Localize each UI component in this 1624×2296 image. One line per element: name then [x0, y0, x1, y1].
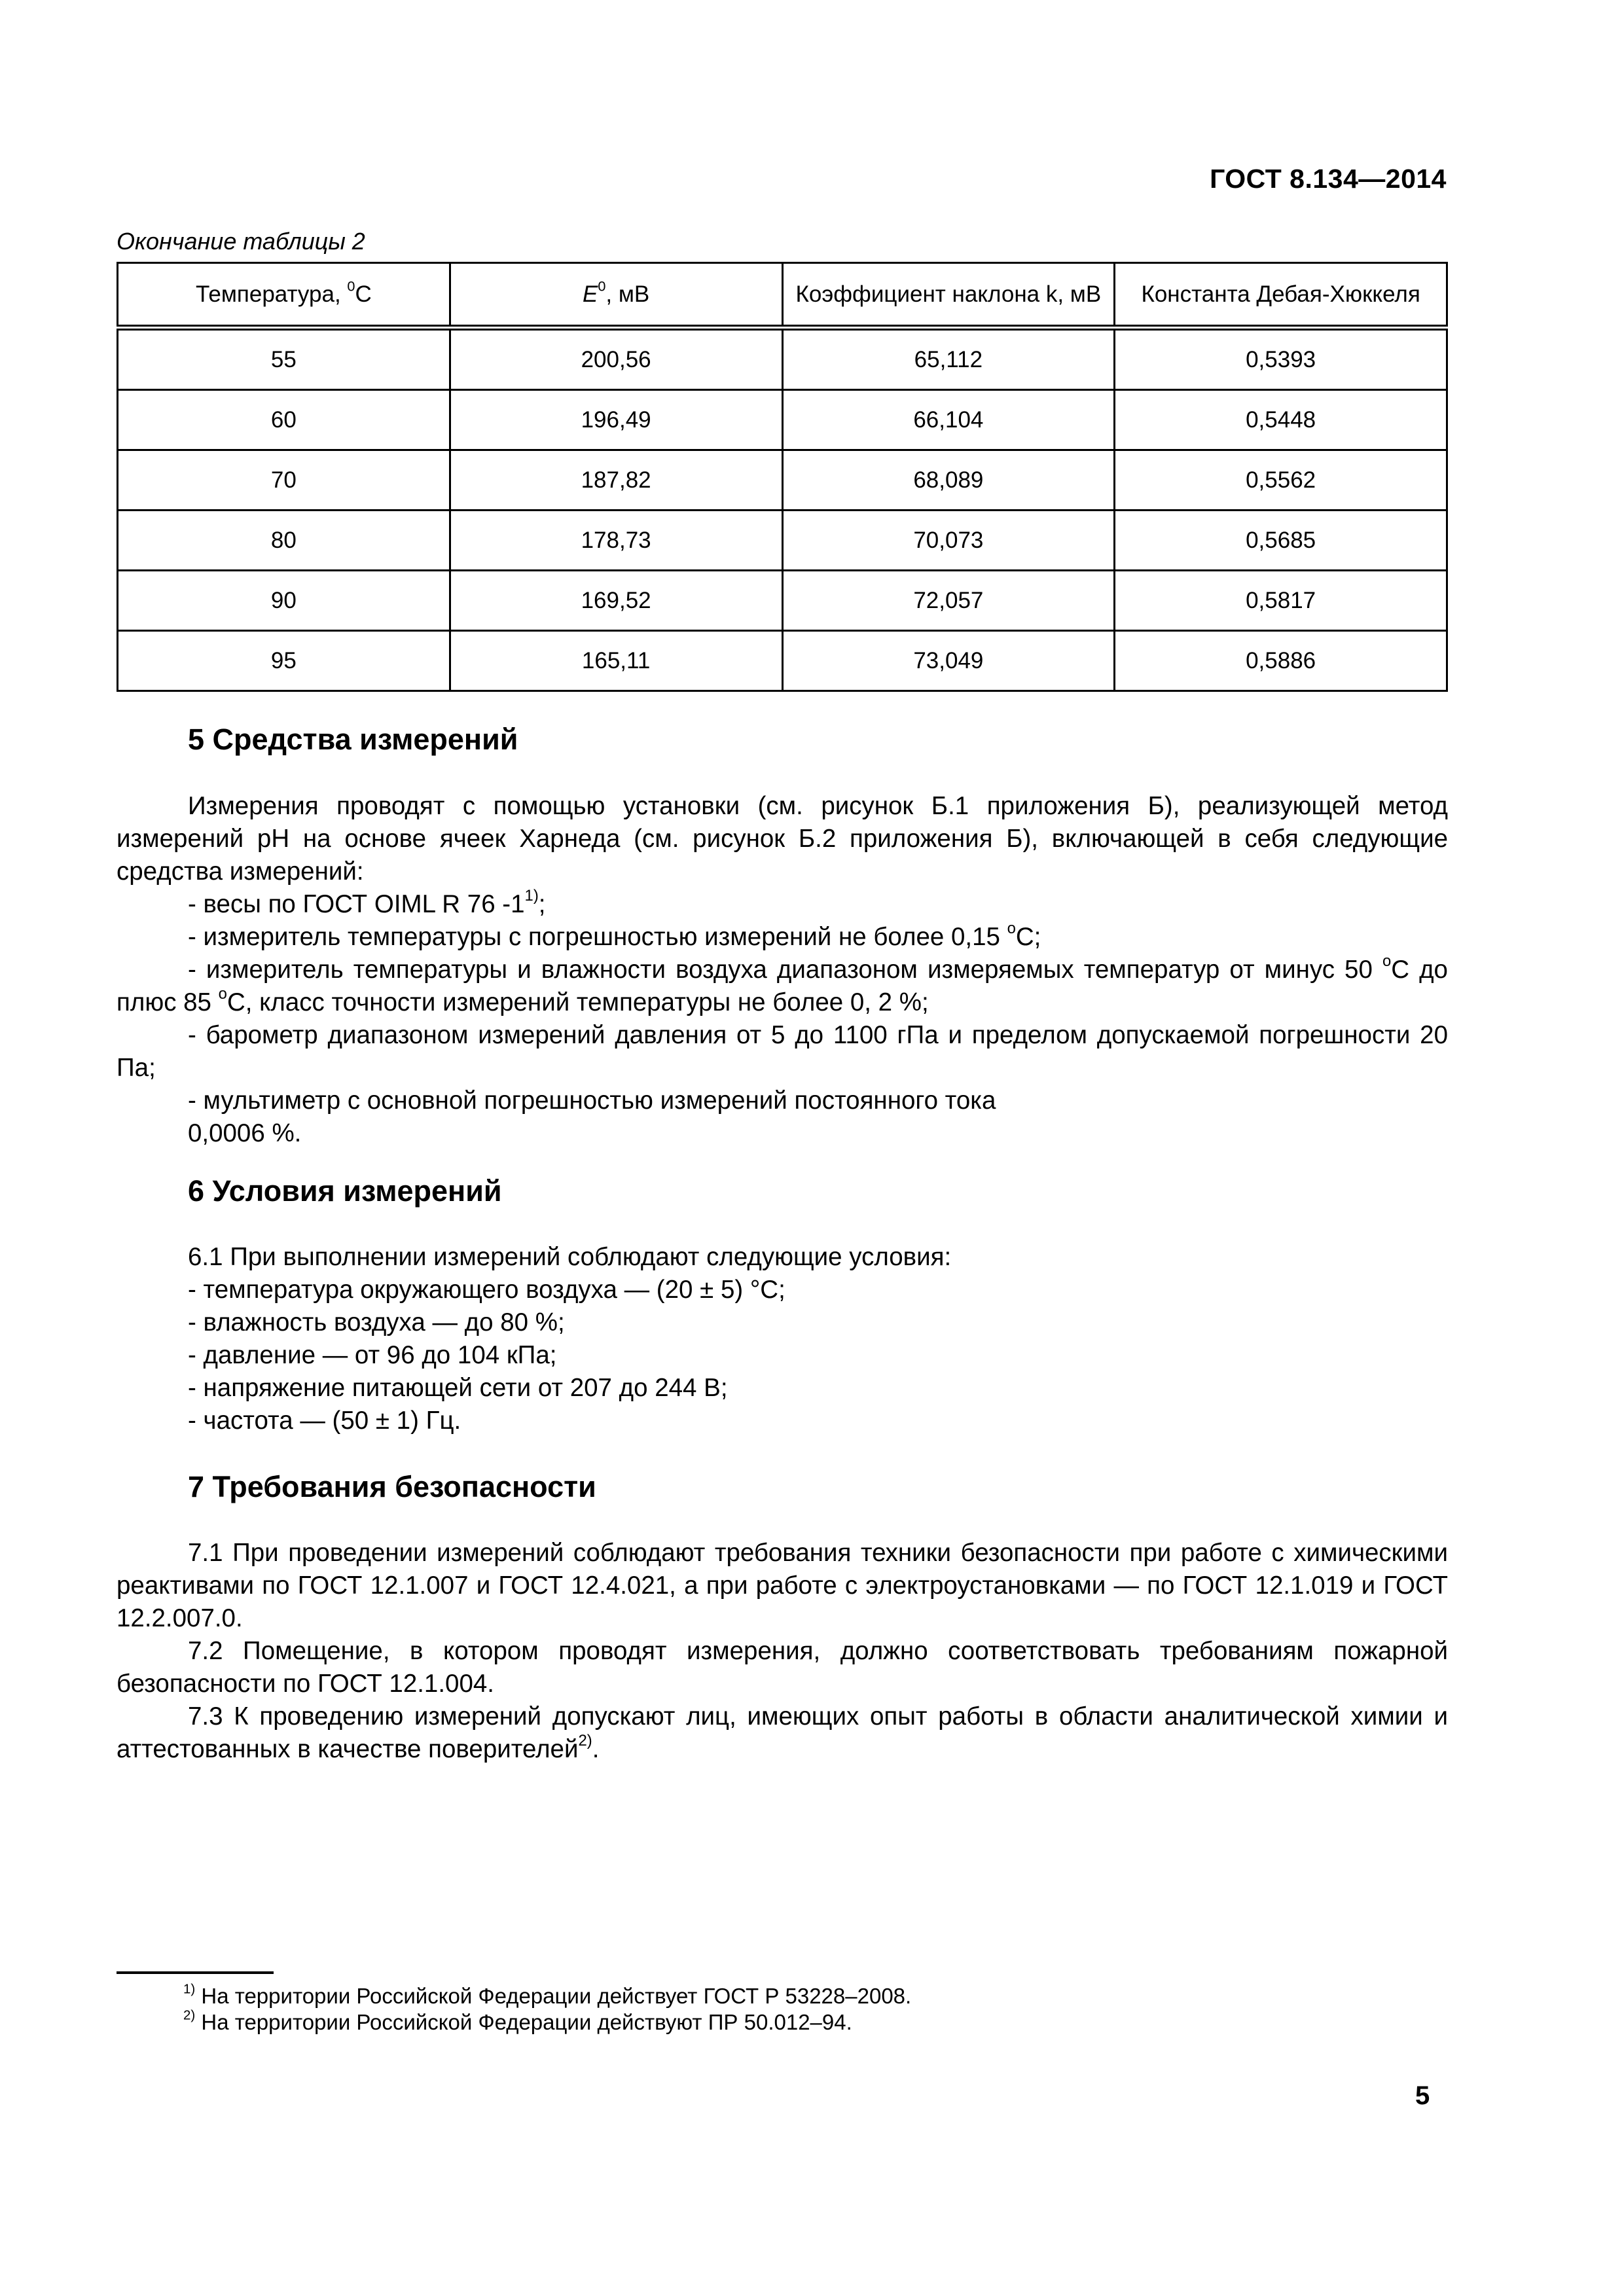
item-text: С, класс точности измерений температуры не более 0, 2 %; [226, 988, 929, 1016]
condition-item: - температура окружающего воздуха — (20 ± 5) °С; [188, 1276, 785, 1304]
cell-e0: 196,49 [450, 390, 782, 450]
item-text: - измеритель температуры с погрешностью измерений не более 0,15 [188, 923, 1007, 951]
footnote [183, 2009, 911, 2036]
cell-slope: 70,073 [782, 511, 1115, 571]
cell-e0: 178,73 [450, 511, 782, 571]
header-symbol: E [582, 281, 598, 307]
cell-temperature: 70 [118, 450, 450, 511]
table-row [118, 450, 1447, 511]
degree-sup: о [218, 985, 227, 1003]
cell-e0: 200,56 [450, 328, 782, 390]
table-header-row [118, 263, 1447, 328]
cell-slope: 72,057 [782, 571, 1115, 631]
cell-slope: 66,104 [782, 390, 1115, 450]
paragraph-7-2: 7.2 Помещение, в котором проводят измерения, должно соответствовать требованиям пожарной безопасности по ГОСТ 12.1.004. [117, 1637, 1448, 1698]
item-text: С; [1015, 923, 1041, 951]
list-item: - мультиметр с основной погрешностью измерений постоянного тока [188, 1086, 996, 1115]
cell-temperature: 80 [118, 511, 450, 571]
column-header-debye-huckel: Константа Дебая-Хюккеля [1115, 263, 1447, 328]
page-number: 5 [1415, 2081, 1430, 2110]
paragraph-text: . [592, 1735, 600, 1763]
section-5-heading: 5 Средства измерений [188, 723, 518, 756]
table-row [118, 390, 1447, 450]
header-text: , мВ [605, 281, 650, 307]
section-7-heading: 7 Требования безопасности [188, 1470, 596, 1503]
section-6-heading: 6 Условия измерений [188, 1174, 502, 1208]
condition-item: - напряжение питающей сети от 207 до 244 В; [188, 1374, 728, 1402]
cell-e0: 187,82 [450, 450, 782, 511]
cell-constant: 0,5685 [1115, 511, 1447, 571]
section-5-body [117, 790, 1448, 1150]
cell-slope: 65,112 [782, 328, 1115, 390]
section-7-body [117, 1537, 1448, 1766]
paragraph-7-1: 7.1 При проведении измерений соблюдают требования техники безопасности при работе с химическими реактивами по ГОСТ 12.1.007 и ГОСТ 12.4.021, а при работе с электроустановками — по ГОСТ 12.1.019 и ГОСТ 12.2.007.0. [117, 1539, 1448, 1632]
data-table [117, 262, 1448, 692]
header-text: С [355, 281, 372, 307]
item-text: - измеритель температуры и влажности воздуха диапазоном измеряемых температур от минус 50 [188, 956, 1382, 984]
degree-sup: о [1382, 952, 1392, 971]
list-item [117, 888, 1448, 921]
cell-temperature: 55 [118, 328, 450, 390]
cell-constant: 0,5448 [1115, 390, 1447, 450]
footnote-mark: 2) [183, 2007, 196, 2023]
footnote-ref: 1) [524, 887, 539, 905]
paragraph-text: 7.3 К проведению измерений допускают лиц, имеющих опыт работы в области аналитической химии и аттестованных в качестве поверителей [117, 1702, 1448, 1763]
cell-constant: 0,5562 [1115, 450, 1447, 511]
cell-constant: 0,5393 [1115, 328, 1447, 390]
cell-constant: 0,5817 [1115, 571, 1447, 631]
header-sup: 0 [598, 278, 606, 295]
table-caption: Окончание таблицы 2 [117, 228, 365, 255]
footnote-ref: 2) [578, 1732, 592, 1750]
list-item: - барометр диапазоном измерений давления от 5 до 1100 гПа и пределом допускаемой погрешности 20 Па; [117, 1021, 1448, 1082]
footnote-mark: 1) [183, 1981, 196, 1997]
header-text: Температура, [195, 281, 348, 307]
cell-temperature: 90 [118, 571, 450, 631]
cell-slope: 73,049 [782, 631, 1115, 691]
cell-temperature: 60 [118, 390, 450, 450]
condition-intro: 6.1 При выполнении измерений соблюдают следующие условия: [188, 1243, 952, 1271]
cell-constant: 0,5886 [1115, 631, 1447, 691]
condition-item: - давление — от 96 до 104 кПа; [188, 1341, 557, 1369]
footnote [183, 1983, 911, 2009]
cell-e0: 165,11 [450, 631, 782, 691]
table-row [118, 631, 1447, 691]
degree-sup: о [1007, 920, 1016, 938]
section-6-body [188, 1241, 951, 1437]
table-row [118, 511, 1447, 571]
section-5-intro: Измерения проводят с помощью установки (см. рисунок Б.1 приложения Б), реализующей метод измерений pH на основе ячеек Харнеда (см. рисунок Б.2 приложения Б), включающей в себя следующие средства измерений: [117, 792, 1448, 886]
item-text: ; [538, 890, 546, 918]
item-text: - весы по ГОСТ OIML R 76 -1 [188, 890, 525, 918]
header-sup: 0 [347, 278, 355, 295]
item-text: С до плюс 85 [117, 956, 1448, 1016]
footnote-text: На территории Российской Федерации действует ГОСТ Р 53228–2008. [195, 1984, 912, 2008]
cell-slope: 68,089 [782, 450, 1115, 511]
footnote-text: На территории Российской Федерации действуют ПР 50.012–94. [195, 2010, 852, 2034]
document-code: ГОСТ 8.134—2014 [1210, 164, 1447, 194]
list-item [117, 921, 1448, 954]
column-header-temperature [118, 263, 450, 328]
footnotes [183, 1983, 911, 2036]
cell-temperature: 95 [118, 631, 450, 691]
table-row [118, 328, 1447, 390]
column-header-slope: Коэффициент наклона k, мВ [782, 263, 1115, 328]
paragraph-7-3 [117, 1700, 1448, 1766]
column-header-e0 [450, 263, 782, 328]
footnote-separator [117, 1971, 274, 1974]
condition-item: - частота — (50 ± 1) Гц. [188, 1407, 461, 1435]
list-item-continuation: 0,0006 %. [188, 1119, 302, 1147]
list-item [117, 954, 1448, 1019]
table-row [118, 571, 1447, 631]
cell-e0: 169,52 [450, 571, 782, 631]
condition-item: - влажность воздуха — до 80 %; [188, 1308, 565, 1336]
